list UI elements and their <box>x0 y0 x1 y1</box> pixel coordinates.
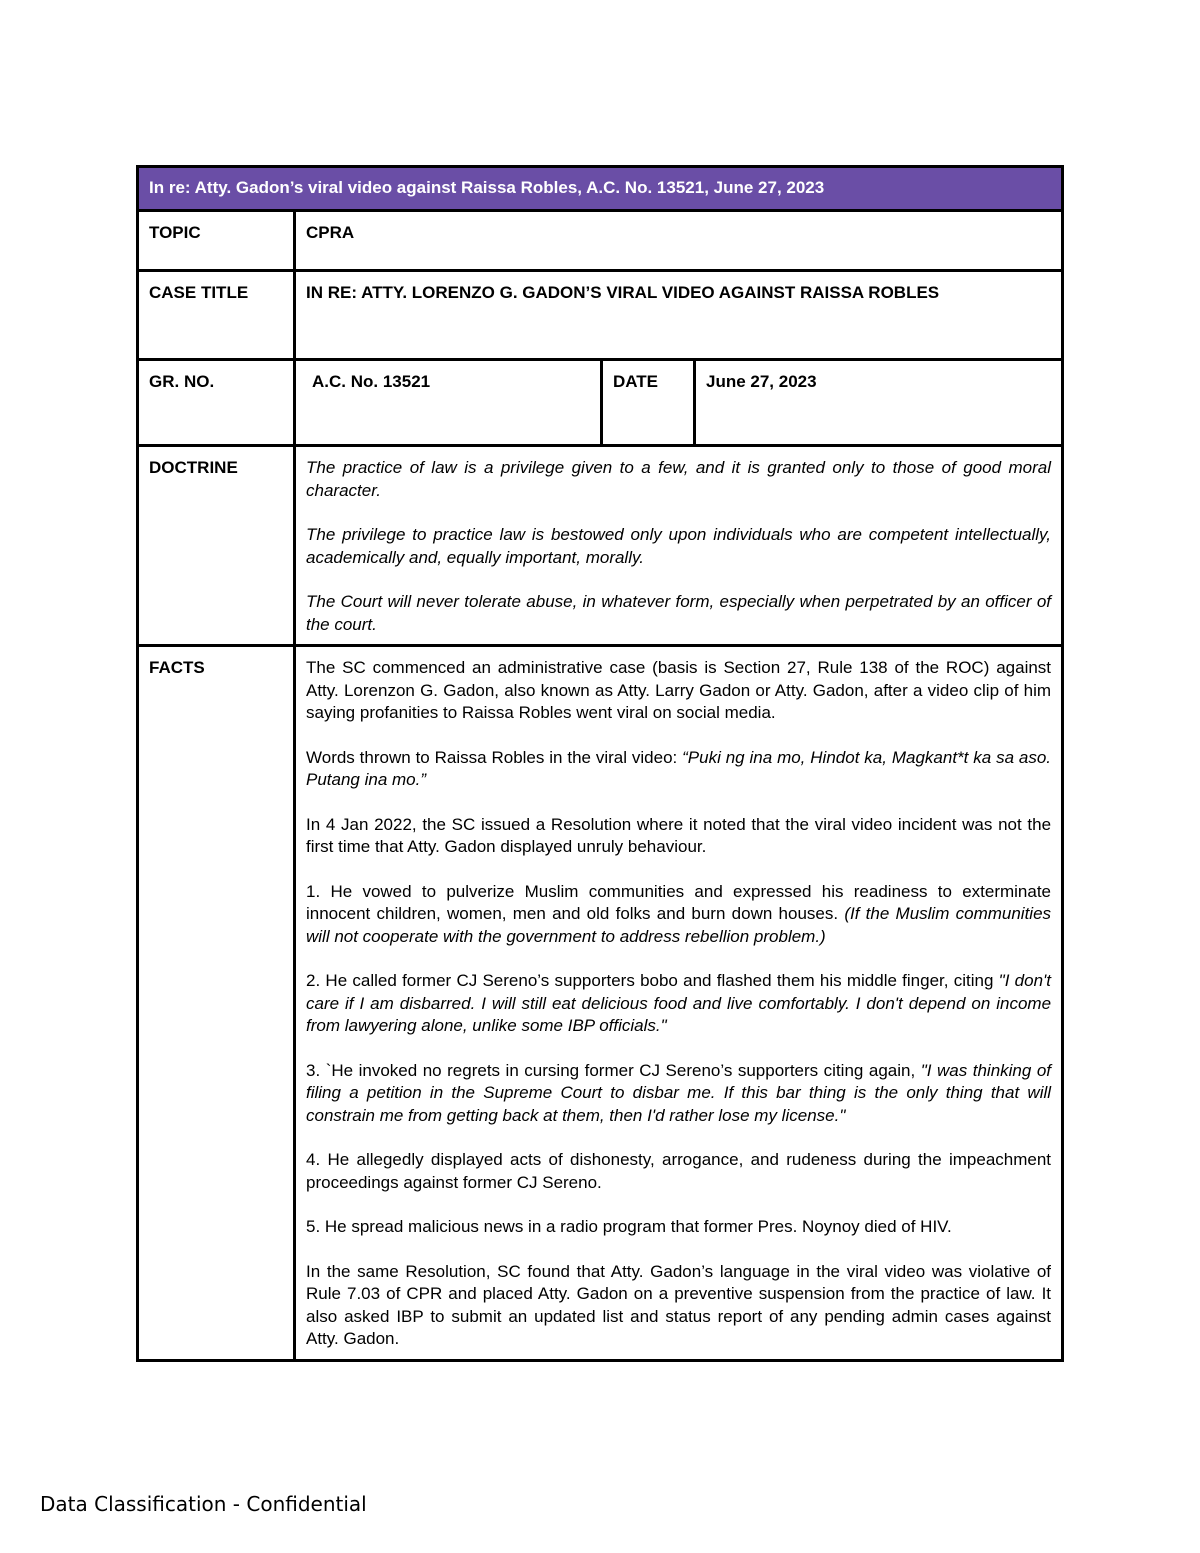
facts-text: Words thrown to Raissa Robles in the viral video: <box>306 747 683 767</box>
facts-paragraph: In 4 Jan 2022, the SC issued a Resolution where it noted that the viral video incident was not the first time that Atty. Gadon displayed unruly behaviour. <box>306 814 1052 856</box>
date-value: June 27, 2023 <box>695 360 1063 446</box>
facts-list-item <box>306 970 1051 1038</box>
topic-row <box>138 211 1063 271</box>
topic-label: TOPIC <box>138 211 295 271</box>
facts-list-item: 4. He allegedly displayed acts of dishonesty, arrogance, and rudeness during the impeachment proceedings against former CJ Sereno. <box>306 1150 1052 1192</box>
date-label: DATE <box>602 360 695 446</box>
facts-row <box>138 646 1063 1361</box>
facts-list-item <box>306 881 1051 949</box>
facts-quote: "I don't care if I am disbarred. I will still eat delicious food and live comfortably. I don't depend on income from lawyering alone, unlike some IBP officials." <box>306 971 1052 1035</box>
gr-no-label: GR. NO. <box>138 360 295 446</box>
facts-list-item <box>306 1060 1051 1128</box>
case-title-label: CASE TITLE <box>138 271 295 360</box>
gr-no-row <box>138 360 1063 446</box>
doctrine-paragraph: The Court will never tolerate abuse, in whatever form, especially when perpetrated by an officer of the court. <box>306 592 1052 634</box>
facts-quote: "I was thinking of filing a petition in the Supreme Court to disbar me. If this bar thing is the only thing that will constrain me from getting back at them, then I'd rather lose my license." <box>306 1060 1052 1125</box>
doctrine-paragraph: The privilege to practice law is bestowed only upon individuals who are competent intellectually, academically and, equally important, morally. <box>306 525 1052 567</box>
doctrine-value <box>295 446 1063 646</box>
topic-value: CPRA <box>295 211 1063 271</box>
facts-paragraph: In the same Resolution, SC found that Atty. Gadon’s language in the viral video was violative of Rule 7.03 of CPR and placed Atty. Gadon on a preventive suspension from the practice of law. It also asked IBP to submit an updated list and status report of any pending admin cases against Atty. Gadon. <box>306 1261 1052 1348</box>
doctrine-paragraph: The practice of law is a privilege given to a few, and it is granted only to those of good moral character. <box>306 458 1052 500</box>
facts-list-item: 5. He spread malicious news in a radio program that former Pres. Noynoy died of HIV. <box>306 1217 952 1236</box>
facts-text: 3. `He invoked no regrets in cursing former CJ Sereno’s supporters citing again, <box>306 1060 921 1080</box>
data-classification-footer: Data Classification - Confidential <box>40 1492 367 1516</box>
facts-value <box>295 646 1063 1361</box>
case-title-row <box>138 271 1063 360</box>
header-row <box>138 167 1063 211</box>
facts-paragraph: The SC commenced an administrative case (basis is Section 27, Rule 138 of the ROC) against Atty. Lorenzon G. Gadon, also known as Atty. Larry Gadon or Atty. Gadon, after a video clip of him saying profanities to Raissa Robles went viral on social media. <box>306 658 1052 722</box>
case-title-value: IN RE: ATTY. LORENZO G. GADON’S VIRAL VIDEO AGAINST RAISSA ROBLES <box>295 271 1063 360</box>
facts-paragraph <box>306 747 1051 792</box>
profanity-quote: “Puki ng ina mo, Hindot ka, Magkant*t ka sa aso. Putang ina mo.” <box>306 747 1052 789</box>
case-header: In re: Atty. Gadon’s viral video against Raissa Robles, A.C. No. 13521, June 27, 2023 <box>138 167 1063 211</box>
facts-text: 1. He vowed to pulverize Muslim communities and expressed his readiness to exterminate innocent children, women, men and old folks and burn down houses. <box>306 881 1052 923</box>
doctrine-row <box>138 446 1063 646</box>
doctrine-label: DOCTRINE <box>138 446 295 646</box>
case-digest-table <box>136 165 1064 1362</box>
gr-no-value: A.C. No. 13521 <box>295 360 602 446</box>
facts-quote: (If the Muslim communities will not cooperate with the government to address rebellion problem.) <box>306 904 1052 946</box>
facts-label: FACTS <box>138 646 295 1361</box>
facts-text: 2. He called former CJ Sereno’s supporters bobo and flashed them his middle finger, citing <box>306 971 999 990</box>
